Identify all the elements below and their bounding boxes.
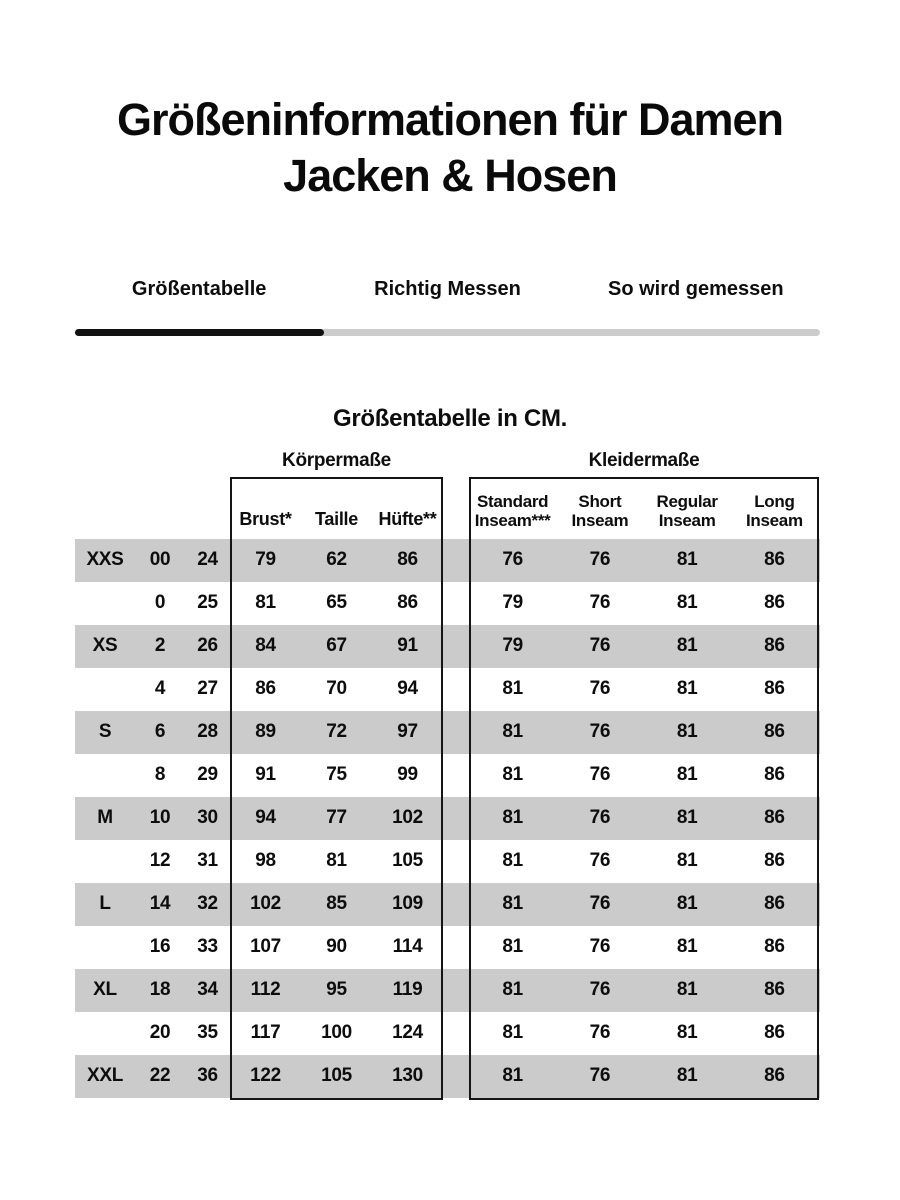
- cell-size-num: 36: [197, 1065, 218, 1087]
- cell-size-us: 4: [154, 678, 166, 700]
- tab-track: [75, 329, 820, 336]
- tab-so-wird-gemessen[interactable]: So wird gemessen: [608, 278, 784, 300]
- cell-brust: 86: [255, 678, 276, 700]
- table-row: [75, 926, 820, 969]
- cell-short-inseam: 76: [589, 979, 611, 1001]
- cell-size-label: XXS: [86, 549, 124, 571]
- cell-size-label: M: [97, 807, 113, 829]
- cell-short-inseam: 76: [589, 678, 611, 700]
- cell-regular-inseam: 81: [676, 1022, 698, 1044]
- cell-taille: 105: [321, 1065, 352, 1087]
- cell-huefte: 105: [392, 850, 423, 872]
- cell-size-label: XXL: [86, 1065, 124, 1087]
- cell-long-inseam: 86: [764, 807, 785, 829]
- cell-size-num: 32: [197, 893, 218, 915]
- cell-short-inseam: 76: [589, 893, 611, 915]
- cell-size-num: 28: [197, 721, 218, 743]
- cell-short-inseam: 76: [589, 721, 611, 743]
- cell-size-us: 16: [149, 936, 171, 958]
- cell-size-us: 18: [149, 979, 171, 1001]
- group-header-koerpermasse: Körpermaße: [282, 450, 391, 471]
- cell-taille: 75: [326, 764, 347, 786]
- cell-size-us: 20: [149, 1022, 171, 1044]
- table-row: [75, 625, 820, 668]
- cell-standard-inseam: 79: [502, 592, 523, 614]
- cell-size-num: 34: [197, 979, 218, 1001]
- cell-long-inseam: 86: [764, 1065, 785, 1087]
- cell-regular-inseam: 81: [676, 979, 698, 1001]
- table-body: [75, 539, 820, 1098]
- cell-standard-inseam: 81: [502, 936, 523, 958]
- active-tab-indicator: [75, 329, 324, 336]
- size-table: [75, 450, 820, 1130]
- cell-short-inseam: 76: [589, 549, 611, 571]
- cell-huefte: 97: [397, 721, 418, 743]
- cell-taille: 67: [326, 635, 347, 657]
- table-row: [75, 539, 820, 582]
- cell-size-us: 00: [149, 549, 171, 571]
- table-row: [75, 797, 820, 840]
- cell-size-us: 22: [149, 1065, 171, 1087]
- cell-size-num: 24: [197, 549, 218, 571]
- group-header-kleidermasse: Kleidermaße: [588, 450, 700, 471]
- col-header-regular-inseam: Regular Inseam: [656, 492, 718, 530]
- cell-regular-inseam: 81: [676, 893, 698, 915]
- cell-taille: 72: [326, 721, 347, 743]
- page-title-line1: Größeninformationen für Damen: [116, 94, 784, 145]
- cell-regular-inseam: 81: [676, 936, 698, 958]
- cell-size-us: 10: [149, 807, 171, 829]
- cell-taille: 90: [326, 936, 347, 958]
- cell-huefte: 94: [397, 678, 418, 700]
- tab-groessentabelle[interactable]: Größentabelle: [131, 278, 267, 300]
- cell-huefte: 124: [392, 1022, 423, 1044]
- tab-bar: [75, 276, 820, 302]
- cell-taille: 95: [326, 979, 347, 1001]
- table-row: [75, 840, 820, 883]
- cell-standard-inseam: 81: [502, 1065, 523, 1087]
- cell-brust: 122: [250, 1065, 281, 1087]
- cell-brust: 91: [255, 764, 276, 786]
- cell-long-inseam: 86: [764, 549, 785, 571]
- cell-size-num: 27: [197, 678, 218, 700]
- cell-size-us: 14: [149, 893, 171, 915]
- cell-standard-inseam: 79: [502, 635, 523, 657]
- cell-long-inseam: 86: [764, 1022, 785, 1044]
- cell-short-inseam: 76: [589, 807, 611, 829]
- tab-richtig-messen[interactable]: Richtig Messen: [374, 278, 521, 300]
- table-row: [75, 582, 820, 625]
- cell-short-inseam: 76: [589, 764, 611, 786]
- cell-size-num: 26: [197, 635, 218, 657]
- cell-brust: 81: [255, 592, 276, 614]
- col-header-long-inseam: Long Inseam: [745, 492, 803, 530]
- cell-short-inseam: 76: [589, 635, 611, 657]
- cell-standard-inseam: 81: [502, 807, 523, 829]
- cell-size-us: 0: [154, 592, 166, 614]
- cell-standard-inseam: 81: [502, 1022, 523, 1044]
- col-header-standard-inseam: Standard Inseam***: [474, 492, 551, 530]
- cell-short-inseam: 76: [589, 1022, 611, 1044]
- cell-regular-inseam: 81: [676, 807, 698, 829]
- col-header-short-inseam: Short Inseam: [571, 492, 629, 530]
- cell-regular-inseam: 81: [676, 764, 698, 786]
- table-row: [75, 969, 820, 1012]
- cell-brust: 102: [250, 893, 281, 915]
- cell-standard-inseam: 81: [502, 721, 523, 743]
- cell-long-inseam: 86: [764, 850, 785, 872]
- cell-huefte: 130: [392, 1065, 423, 1087]
- cell-taille: 81: [326, 850, 347, 872]
- cell-taille: 70: [326, 678, 347, 700]
- table-row: [75, 754, 820, 797]
- cell-standard-inseam: 81: [502, 893, 523, 915]
- cell-size-num: 35: [197, 1022, 218, 1044]
- cell-huefte: 114: [392, 936, 423, 958]
- cell-taille: 65: [326, 592, 347, 614]
- cell-brust: 79: [255, 549, 276, 571]
- cell-short-inseam: 76: [589, 936, 611, 958]
- cell-huefte: 102: [392, 807, 423, 829]
- cell-brust: 94: [255, 807, 276, 829]
- table-row: [75, 711, 820, 754]
- cell-long-inseam: 86: [764, 764, 785, 786]
- cell-size-num: 25: [197, 592, 218, 614]
- cell-taille: 62: [326, 549, 347, 571]
- cell-long-inseam: 86: [764, 635, 785, 657]
- cell-brust: 117: [250, 1022, 281, 1044]
- cell-long-inseam: 86: [764, 979, 785, 1001]
- cell-size-label: XL: [93, 979, 117, 1001]
- cell-long-inseam: 86: [764, 936, 785, 958]
- cell-short-inseam: 76: [589, 1065, 611, 1087]
- cell-huefte: 86: [397, 592, 418, 614]
- cell-taille: 77: [326, 807, 347, 829]
- cell-size-us: 12: [149, 850, 171, 872]
- cell-size-num: 29: [197, 764, 218, 786]
- cell-huefte: 119: [392, 979, 423, 1001]
- cell-regular-inseam: 81: [676, 678, 698, 700]
- cell-huefte: 99: [397, 764, 418, 786]
- cell-long-inseam: 86: [764, 592, 785, 614]
- cell-taille: 85: [326, 893, 347, 915]
- table-row: [75, 1012, 820, 1055]
- cell-standard-inseam: 76: [502, 549, 523, 571]
- page-title: [0, 92, 900, 204]
- cell-regular-inseam: 81: [676, 635, 698, 657]
- col-header-taille: Taille: [315, 509, 358, 530]
- cell-regular-inseam: 81: [676, 850, 698, 872]
- cell-standard-inseam: 81: [502, 678, 523, 700]
- cell-brust: 107: [250, 936, 281, 958]
- table-row: [75, 883, 820, 926]
- cell-long-inseam: 86: [764, 721, 785, 743]
- cell-long-inseam: 86: [764, 893, 785, 915]
- cell-standard-inseam: 81: [502, 764, 523, 786]
- col-header-huefte: Hüfte**: [378, 509, 437, 530]
- cell-short-inseam: 76: [589, 850, 611, 872]
- cell-size-label: XS: [92, 635, 118, 657]
- cell-taille: 100: [321, 1022, 352, 1044]
- cell-brust: 89: [255, 721, 276, 743]
- cell-size-num: 33: [197, 936, 218, 958]
- table-row: [75, 1055, 820, 1098]
- cell-size-us: 2: [154, 635, 166, 657]
- table-row: [75, 668, 820, 711]
- cell-huefte: 86: [397, 549, 418, 571]
- cell-short-inseam: 76: [589, 592, 611, 614]
- col-header-brust: Brust*: [239, 509, 292, 530]
- cell-standard-inseam: 81: [502, 850, 523, 872]
- cell-size-num: 31: [197, 850, 218, 872]
- cell-regular-inseam: 81: [676, 549, 698, 571]
- cell-regular-inseam: 81: [676, 721, 698, 743]
- cell-huefte: 91: [397, 635, 418, 657]
- cell-brust: 98: [255, 850, 276, 872]
- cell-brust: 112: [250, 979, 281, 1001]
- column-header-row: [75, 477, 820, 539]
- cell-size-us: 6: [154, 721, 166, 743]
- cell-size-label: S: [98, 721, 112, 743]
- cell-size-us: 8: [154, 764, 166, 786]
- cell-brust: 84: [255, 635, 276, 657]
- cell-standard-inseam: 81: [502, 979, 523, 1001]
- page-title-line2: Jacken & Hosen: [283, 150, 617, 201]
- cell-size-label: L: [99, 893, 111, 915]
- table-caption: Größentabelle in CM.: [332, 405, 568, 432]
- cell-huefte: 109: [392, 893, 423, 915]
- cell-size-num: 30: [197, 807, 218, 829]
- cell-long-inseam: 86: [764, 678, 785, 700]
- cell-regular-inseam: 81: [676, 592, 698, 614]
- cell-regular-inseam: 81: [676, 1065, 698, 1087]
